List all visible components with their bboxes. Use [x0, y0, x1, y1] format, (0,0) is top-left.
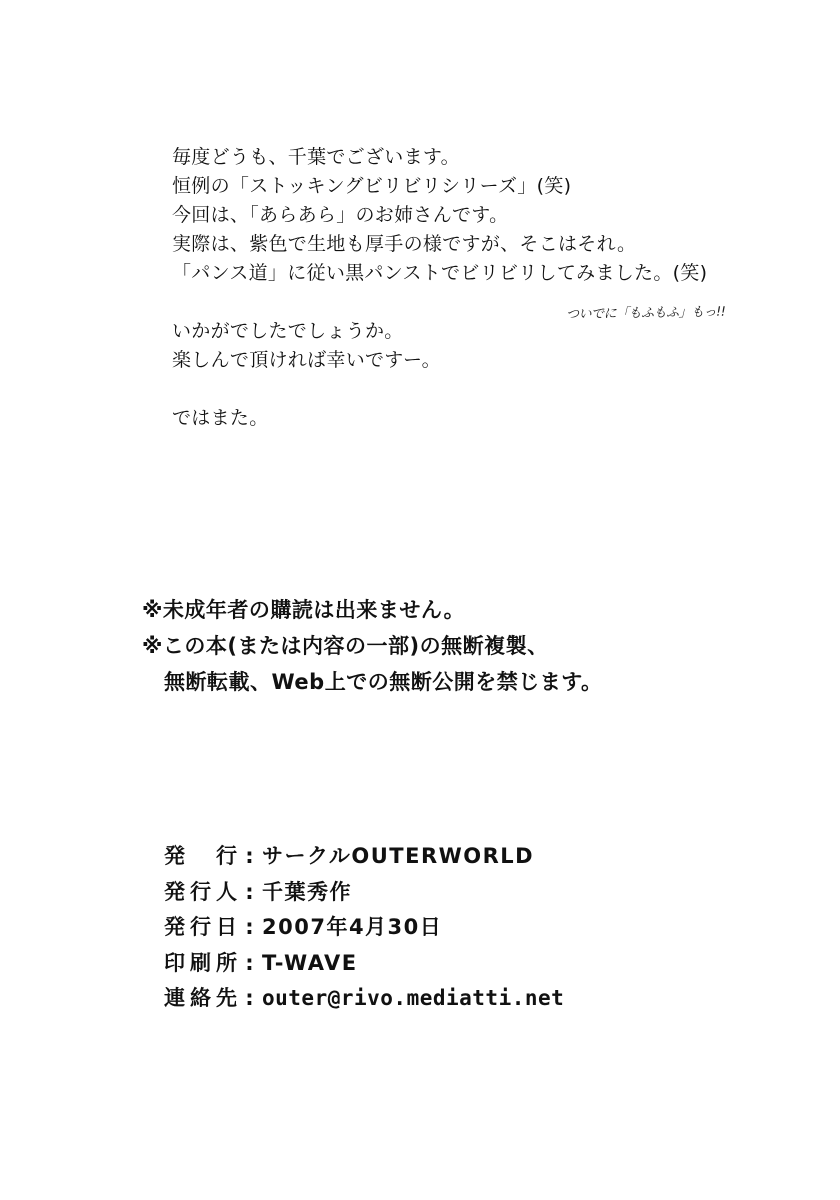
afterword-text [172, 143, 792, 433]
colophon-value: 千葉秀作 [262, 879, 352, 904]
colophon-colon: : [245, 950, 255, 975]
colophon-value: T-WAVE [262, 950, 358, 975]
notice-line: 無断転載、Web上での無断公開を禁じます。 [164, 670, 603, 694]
colophon-label: 発行 [164, 844, 238, 868]
afterword-line: 今回は、「あらあら」のお姉さんです。 [172, 204, 509, 226]
afterword-line: 恒例の「ストッキングビリビリシリーズ」(笑) [172, 175, 572, 197]
colophon-colon: : [245, 844, 255, 868]
colophon-row-contact [164, 982, 784, 1018]
colophon-label: 発行日 [164, 915, 238, 939]
colophon-colon: : [245, 879, 255, 904]
legal-notice [142, 592, 782, 700]
colophon-label: 発行人 [164, 879, 238, 904]
handwritten-note: ついでに「もふもふ」もっ!! [565, 304, 726, 323]
afterword-line: 実際は、紫色で生地も厚手の様ですが、そこはそれ。 [172, 233, 637, 255]
colophon-colon: : [245, 915, 255, 939]
colophon-row-printer [164, 947, 784, 983]
colophon-row-publisher [164, 840, 784, 876]
colophon-label: 連絡先 [164, 986, 238, 1010]
afterword-line: ではまた。 [172, 407, 269, 429]
afterword-blank-line [172, 375, 792, 404]
afterword-line: 毎度どうも、千葉でございます。 [172, 146, 460, 168]
contact-email: outer@rivo.mediatti.net [262, 986, 565, 1010]
afterword-line: いかがでしたでしょうか。 [172, 320, 404, 342]
colophon [164, 840, 784, 1018]
afterword-line: 「パンス道」に従い黒パンストでビリビリしてみました。(笑) [172, 262, 708, 284]
colophon-row-date [164, 911, 784, 947]
notice-line: ※未成年者の購読は出来ません。 [142, 598, 466, 622]
colophon-value: サークルOUTERWORLD [262, 844, 535, 868]
colophon-colon: : [245, 986, 255, 1010]
colophon-row-issuer [164, 876, 784, 912]
afterword-line: 楽しんで頂ければ幸いですー。 [172, 349, 441, 371]
colophon-value: 2007年4月30日 [262, 915, 443, 939]
colophon-label: 印刷所 [164, 950, 238, 975]
notice-line: ※この本(または内容の一部)の無断複製、 [142, 634, 549, 658]
